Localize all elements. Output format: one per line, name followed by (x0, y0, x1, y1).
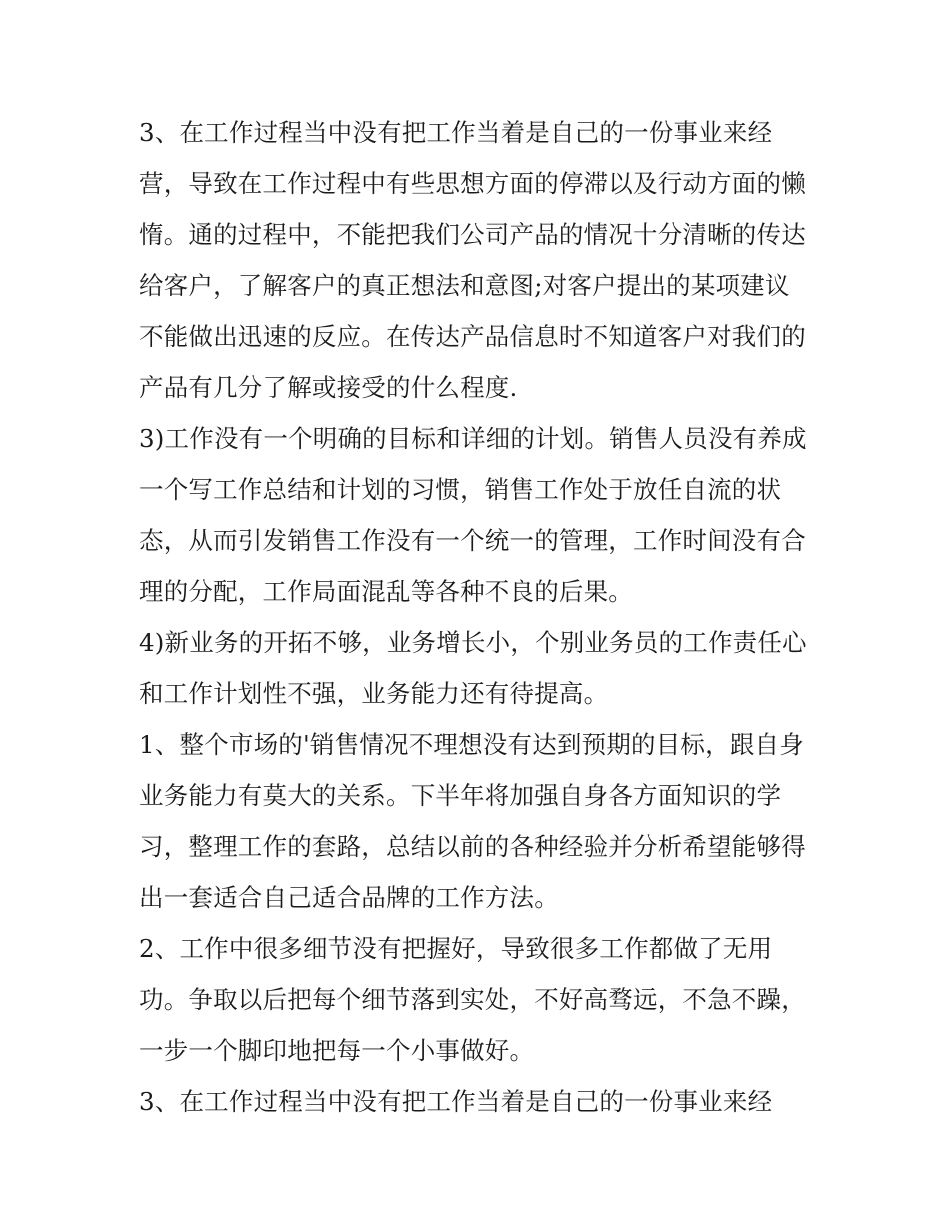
text-line: 2、工作中很多细节没有把握好，导致很多工作都做了无用 (139, 934, 773, 963)
text-line: 3)工作没有一个明确的目标和详细的计划。销售人员没有养成 (139, 424, 807, 453)
text-line: 不能做出迅速的反应。在传达产品信息时不知道客户对我们的 (139, 322, 806, 351)
paragraph-3 (139, 617, 819, 719)
paragraph-2 (139, 413, 819, 617)
text-line: 功。争取以后把每个细节落到实处，不好高骛远，不急不躁， (139, 985, 806, 1014)
text-line: 业务能力有莫大的关系。下半年将加强自身各方面知识的学 (139, 781, 782, 810)
paragraph-6 (139, 1076, 819, 1127)
text-line: 1、整个市场的'销售情况不理想没有达到预期的目标，跟自身 (139, 730, 804, 759)
text-line: 给客户，了解客户的真正想法和意图;对客户提出的某项建议 (139, 271, 790, 300)
paragraph-5 (139, 923, 819, 1076)
text-line: 理的分配，工作局面混乱等各种不良的后果。 (139, 577, 633, 606)
text-line: 一步一个脚印地把每一个小事做好。 (139, 1036, 535, 1065)
paragraph-4 (139, 719, 819, 923)
text-line: 和工作计划性不强，业务能力还有待提高。 (139, 679, 609, 708)
text-line: 营，导致在工作过程中有些思想方面的停滞以及行动方面的懒 (139, 169, 806, 198)
text-line: 4)新业务的开拓不够，业务增长小，个别业务员的工作责任心 (139, 628, 807, 657)
text-line: 一个写工作总结和计划的习惯，销售工作处于放任自流的状 (139, 475, 782, 504)
document-body (139, 107, 819, 1127)
text-line: 惰。通的过程中，不能把我们公司产品的情况十分清晰的传达 (139, 220, 806, 249)
paragraph-1 (139, 107, 819, 413)
text-line: 3、在工作过程当中没有把工作当着是自己的一份事业来经 (139, 118, 773, 147)
text-line: 产品有几分了解或接受的什么程度. (139, 373, 518, 402)
text-line: 3、在工作过程当中没有把工作当着是自己的一份事业来经 (139, 1087, 773, 1116)
text-line: 习，整理工作的套路，总结以前的各种经验并分析希望能够得 (139, 832, 806, 861)
text-line: 出一套适合自己适合品牌的工作方法。 (139, 883, 559, 912)
text-line: 态，从而引发销售工作没有一个统一的管理，工作时间没有合 (139, 526, 806, 555)
